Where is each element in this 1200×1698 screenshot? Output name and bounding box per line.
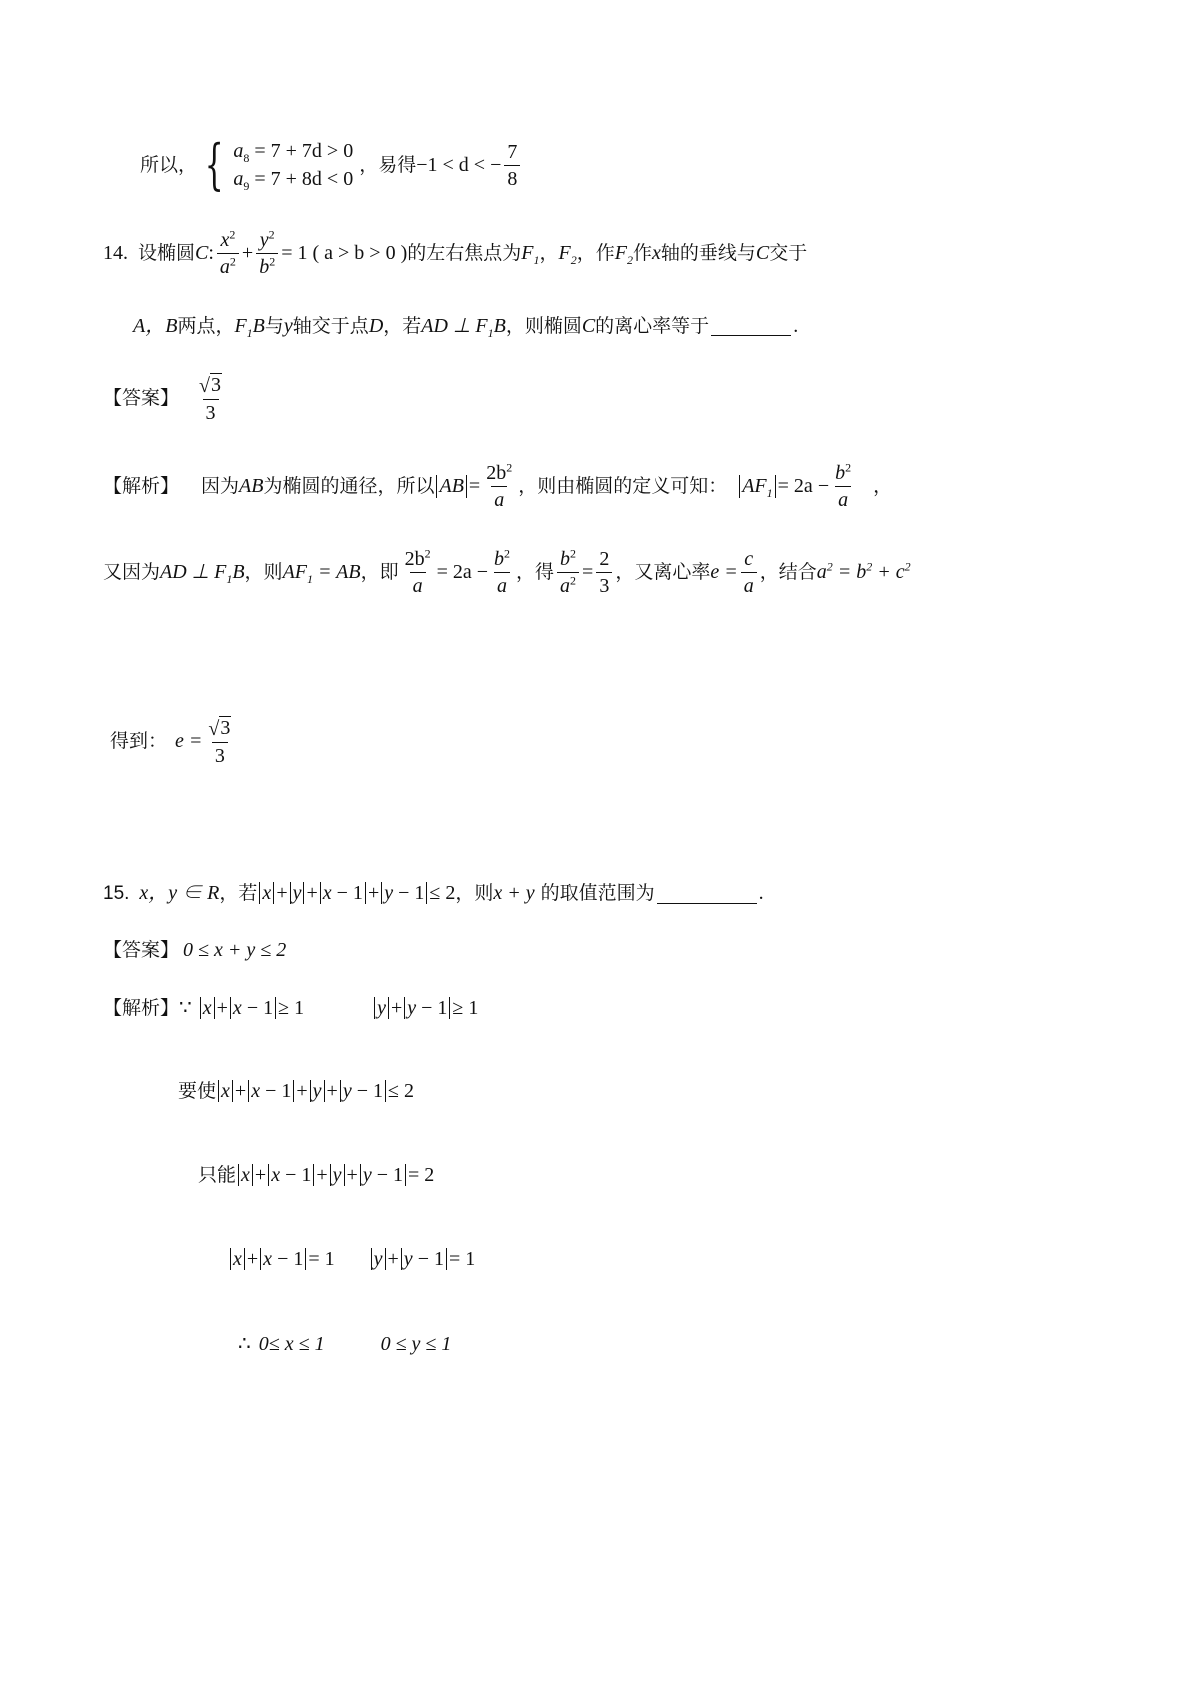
analysis-15-line-3 [198,1161,434,1189]
fraction-b2-over-a: $\frac{b^2}{a}$ [494,545,511,597]
system-row-1: $a_8 = 7 + 7d > 0$ [233,140,354,165]
q14-text: 交于 [769,241,808,264]
point-d: D [368,315,384,337]
analysis-text: 要使 [178,1079,217,1102]
x-abs-sum: x + x − 1 [198,997,278,1020]
focus-f1: $F_1$ [521,242,540,267]
answer-value: √ 3 3 [199,374,221,424]
b2-over-a: $\frac{b^2}{a}$ [835,459,852,511]
ellipse-relation: $a^2 = b^2 + c^2$ [816,559,911,583]
perpendicular-condition: AD ⊥ $F_1B$ [160,561,245,586]
perpendicular-condition: AD ⊥ $F_1B$ [421,315,506,340]
fraction-2b2-over-a: $\frac{2b^2}{a}$ [404,545,431,597]
latus-rectum-fraction: $\frac{2b^2}{a}$ [486,459,513,511]
q14-text: 的左右焦点为 [407,241,522,264]
solution-13-conclusion [140,130,523,200]
analysis-label: 【解析】 [103,474,180,497]
easy-text: ，易得 [359,153,417,176]
left-brace: { [204,133,224,196]
fraction-c-over-a: $\frac{c}{a}$ [741,549,757,596]
inequality-rhs: ≤ 2 [429,882,456,904]
focus-f2-b: $F_2$ [614,242,633,267]
points-ab: A，B [133,315,178,337]
sum-expression: x + y [493,882,535,904]
full-abs-sum: x + x − 1 + y + y − 1 [216,1080,388,1103]
segment-f1b: $F_1B$ [234,315,265,340]
therefore-symbol: ∴ [238,1333,251,1355]
inequality-system [233,140,354,193]
fraction-2-over-3: $\frac{2}{3}$ [596,549,612,596]
abs-sum-expression: x + y + x − 1 + y − 1 [257,882,429,905]
x2-over-a2: $\frac{x^2}{a^2}$ [217,230,239,277]
equals: = [582,561,594,583]
q15-text: ，则 [455,881,494,904]
q14-text: 轴交于点 [292,314,369,337]
analysis-14-result [110,712,237,770]
q14-text: ，则椭圆 [505,314,582,337]
equation-rhs: = 1 [448,1248,476,1270]
q14-text: 两点， [177,314,235,337]
answer-label: 【答案】 [103,386,180,409]
answer-label: 【答案】 [103,938,180,961]
x-abs-sum: x + x − 1 [228,1248,308,1271]
q14-text: 设椭圆 [138,241,196,264]
colon: : [208,242,214,264]
analysis-text: 又因为 [103,560,161,583]
y-axis-var: y [283,315,293,337]
because-symbol: ∵ [179,997,192,1019]
y2-over-b2: $\frac{y^2}{b^2}$ [256,230,278,277]
answer-15 [103,937,286,963]
abs-af1: $AF_1$ [739,475,775,498]
analysis-15-line-2 [178,1077,414,1105]
answer-14 [103,370,228,426]
abs-ab: AB [436,475,466,498]
question-number: 15. [103,882,130,904]
segment-ab: AB [239,475,264,497]
analysis-14-line-2 [103,544,911,600]
full-abs-sum: x + x − 1 + y + y − 1 [236,1164,408,1187]
question-14-line-1: 14. 设椭圆 C : $\frac{x^2}{a^2}$ + $\frac{y^2}{b^2}$ = 1 ( a > b > 0 ) 的左右焦点为 $F_1$ ， $F_2$ ，作 $F_2$ 作 x 轴的垂线与 C 交于 [103,226,808,278]
y-range: 0 ≤ y ≤ 1 [380,1333,452,1355]
analysis-text: ，又离心率 [615,560,711,583]
seven-eighths: $\frac{7}{8}$ [504,142,520,189]
x-range: 0≤ x ≤ 1 [258,1333,325,1355]
y-abs-sum: y + y − 1 [369,1248,449,1271]
eccentricity-var: e = [710,561,738,583]
eccentricity-var: e = [175,730,203,752]
question-14-line-2 [133,312,798,340]
result-label: 得到： [110,729,168,752]
expression: = 2a − [777,475,830,497]
system-row-2: $a_9 = 7 + 8d < 0$ [233,168,354,193]
q14-text: ，作 [576,241,615,264]
analysis-text: ， [873,474,893,497]
prefix-text: 所以， [140,153,198,176]
analysis-text: 因为 [201,474,240,497]
focus-f2: $F_2$ [558,242,577,267]
analysis-text: ，得 [516,560,555,583]
inequality-rhs: ≥ 1 [278,997,305,1019]
q14-text: 作 [632,241,652,264]
question-number: 14. [103,242,128,264]
expression: = 2a − [436,561,489,583]
variables: x，y ∈ R [139,882,220,904]
answer-blank [711,317,791,336]
analysis-15-line-4 [228,1245,475,1273]
question-15 [103,880,764,906]
af1-equals-ab: $AF_1$ = AB [282,561,361,586]
period: . [758,882,764,904]
x-axis-var: x [651,242,661,264]
result-value: √ 3 3 [208,717,231,767]
answer-blank [657,883,757,904]
ellipse-name: C [755,242,770,264]
equals: = [468,475,481,497]
period: . [793,315,799,337]
q14-text: 与 [264,314,284,337]
q14-text: ，若 [383,314,422,337]
analysis-text: 为椭圆的通径，所以 [263,474,435,497]
q15-text: ，若 [219,881,258,904]
analysis-15-line-5 [238,1330,451,1358]
q15-text: 的取值范围为 [540,881,655,904]
equation-rhs: = 2 [407,1164,435,1186]
d-range: −1 < d < − [416,154,502,176]
q14-text: 的离心率等于 [595,314,710,337]
inequality-rhs: ≤ 2 [387,1080,414,1102]
analysis-text: ，即 [360,560,399,583]
y-abs-sum: y + y − 1 [372,997,452,1020]
analysis-14-line-1 [103,458,892,514]
fraction-b2-over-a2: $\frac{b^2}{a^2}$ [557,549,579,596]
equation-rhs: = 1 [308,1248,335,1270]
ellipse-condition: = 1 ( a > b > 0 ) [281,242,408,264]
q14-text: 轴的垂线与 [660,241,756,264]
analysis-text: ，结合 [759,560,817,583]
analysis-label: 【解析】 [103,996,180,1019]
analysis-text: ，则 [244,560,283,583]
ellipse-name: C [195,242,209,264]
analysis-15-line-1 [103,994,478,1022]
analysis-text: 只能 [198,1163,237,1186]
ellipse-name: C [581,315,596,337]
analysis-text: ，则由椭圆的定义可知： [518,474,728,497]
inequality-rhs: ≥ 1 [452,997,479,1019]
answer-value: 0 ≤ x + y ≤ 2 [183,939,287,961]
